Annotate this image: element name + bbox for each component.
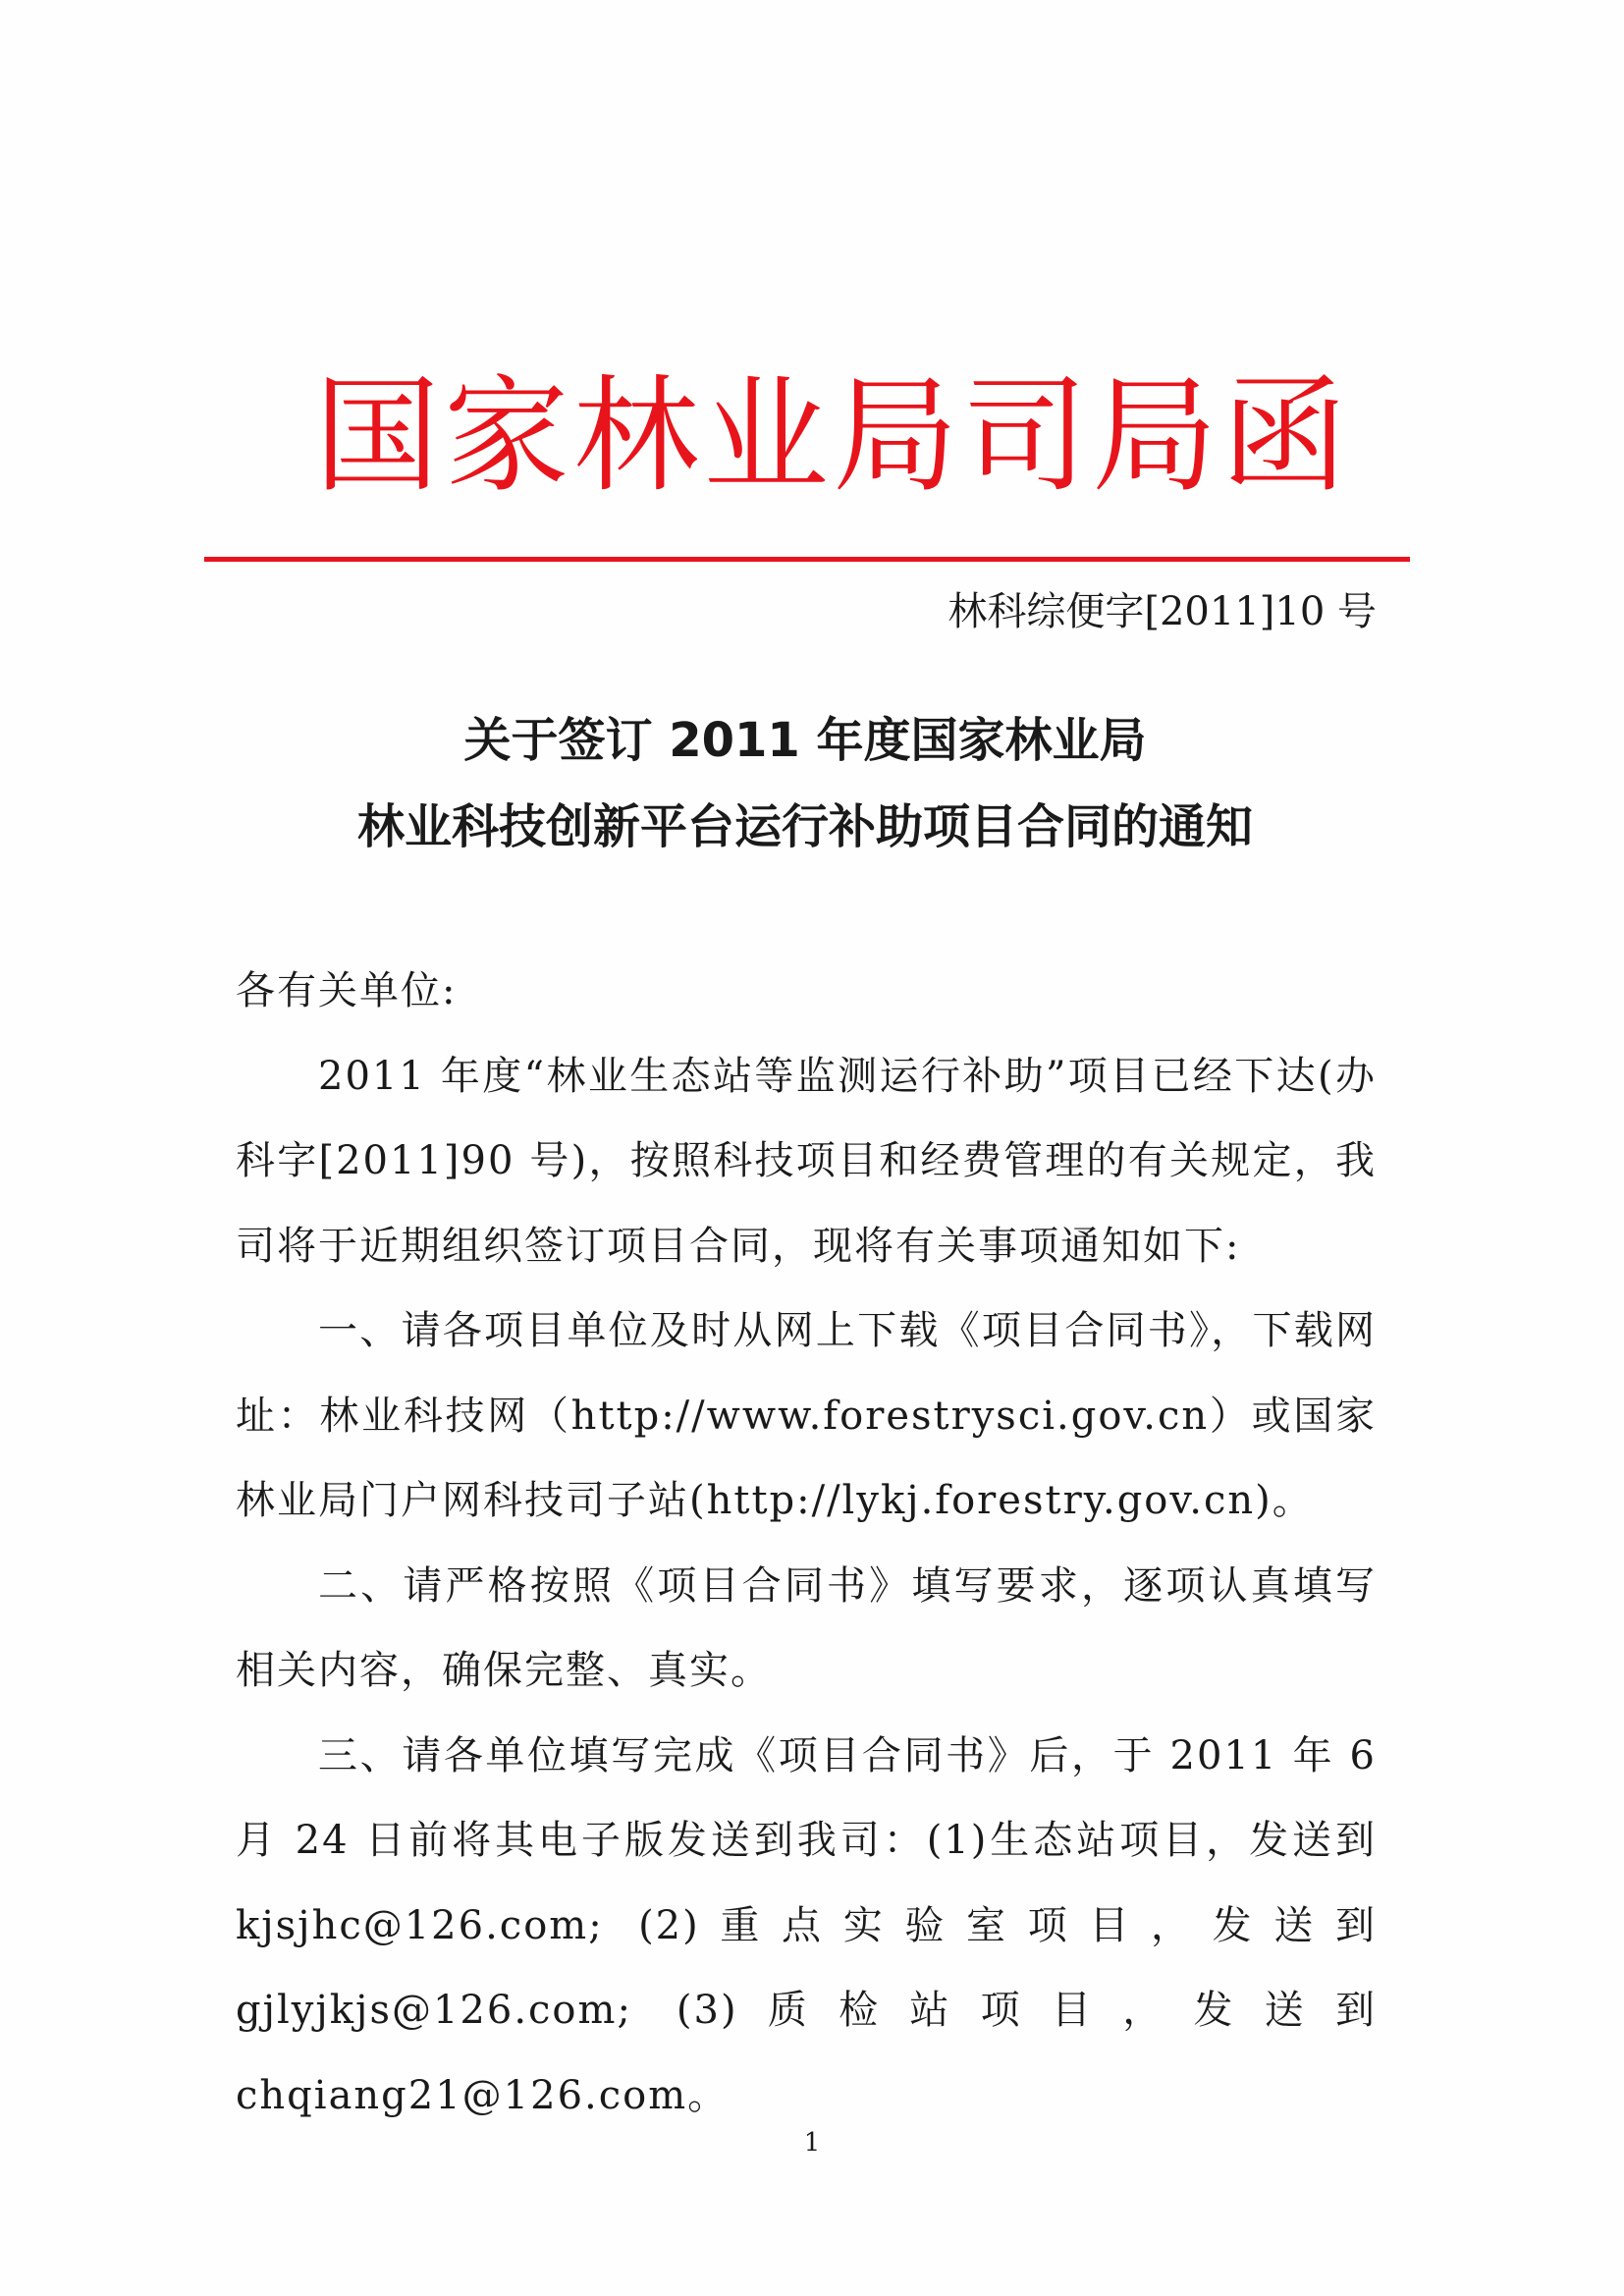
body-paragraph-intro: 2011 年度“林业生态站等监测运行补助”项目已经下达(办科字[2011]90 号)，按照科技项目和经费管理的有关规定，我司将于近期组织签订项目合同，现将有关事项通知如下: bbox=[236, 1053, 1377, 1269]
notice-title-line-1: 关于签订 2011 年度国家林业局 bbox=[463, 713, 1147, 768]
body-paragraph-item-1: 一、请各项目单位及时从网上下载《项目合同书》，下载网址：林业科技网（http://www.forestrysci.gov.cn）或国家林业局门户网科技司子站(http://lykj.forestry.gov.cn)。 bbox=[236, 1308, 1377, 1523]
page-number: 1 bbox=[803, 2128, 821, 2158]
notice-body bbox=[236, 949, 1377, 2138]
notice-title-line-2: 林业科技创新平台运行补助项目合同的通知 bbox=[356, 799, 1253, 854]
body-paragraph-item-3: 三、请各单位填写完成《项目合同书》后，于 2011 年 6 月 24 日前将其电子版发送到我司：(1)生态站项目，发送到 kjsjhc@126.com; (2)重点实验室项目，发送到 gjlyjkjs@126.com; (3)质检站项目，发送到 chqiang21@126.com。 bbox=[236, 1732, 1377, 2118]
notice-title bbox=[196, 697, 1414, 870]
letterhead-red-rule bbox=[204, 557, 1410, 562]
salutation: 各有关单位: bbox=[236, 968, 458, 1013]
body-paragraph-item-2: 二、请严格按照《项目合同书》填写要求，逐项认真填写相关内容，确保完整、真实。 bbox=[236, 1562, 1377, 1693]
document-number: 林科综便字[2011]10 号 bbox=[947, 589, 1377, 634]
letterhead-title: 国家林业局司局函 bbox=[314, 363, 1352, 510]
